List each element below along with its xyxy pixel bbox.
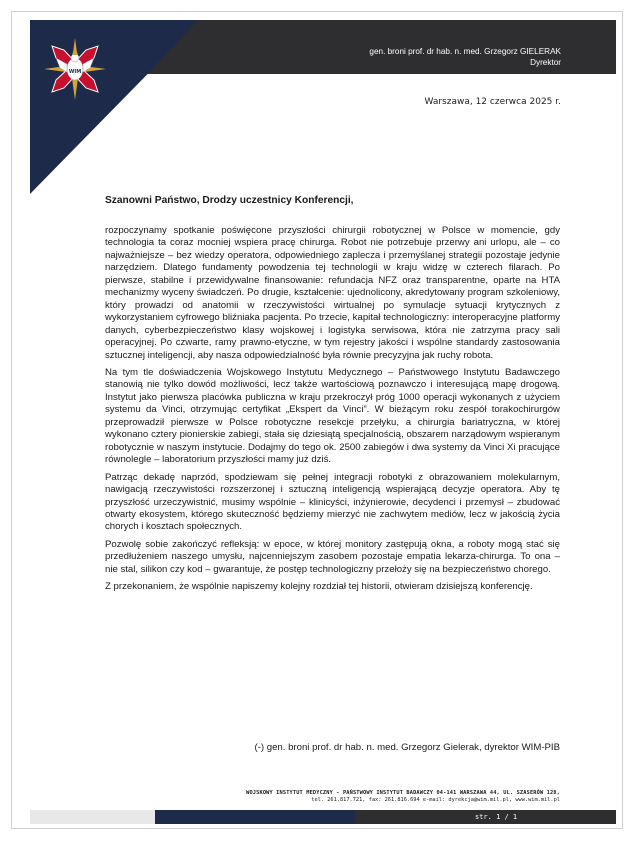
signatory-title: Dyrektor [530, 58, 561, 67]
letter-date: Warszawa, 12 czerwca 2025 r. [424, 97, 561, 107]
paragraph: Pozwolę sobie zakończyć refleksją: w epoce, w której monitory zastępują okna, a roboty mogą stać się przedłużeniem naszego umysłu, najcenniejszym zasobem pozostaje empatia lekarza-chirurga. To ona – nie stal, silikon czy kod – gwarantuje, że postęp technologiczny przełoży się na bezpieczeństwo chorego. [105, 538, 560, 575]
logo-text: WIM [68, 69, 82, 75]
letter-greeting: Szanowni Państwo, Drodzy uczestnicy Konferencji, [105, 195, 354, 206]
footer-contact: tel. 261.817.721, fax: 261.816.694 e-mail: dyrekcja@wim.mil.pl, www.wim.mil.pl [311, 797, 560, 803]
paragraph: Z przekonaniem, że wspólnie napiszemy kolejny rozdział tej historii, otwieram dzisiejszą konferencję. [105, 581, 533, 593]
signature-line: (-) gen. broni prof. dr hab. n. med. Grzegorz Gielerak, dyrektor WIM-PIB [254, 742, 560, 753]
footer-bar-segment [30, 810, 155, 824]
footer-address: WOJSKOWY INSTYTUT MEDYCZNY - PAŃSTWOWY INSTYTUT BADAWCZY 04-141 WARSZAWA 44, UL. SZASERÓW 128, [246, 790, 560, 796]
signatory-name: gen. broni prof. dr hab. n. med. Grzegorz GIELERAK [369, 47, 561, 56]
footer-bar-segment [155, 810, 355, 824]
eagle-cross-emblem-icon [42, 36, 108, 102]
letter-body [105, 225, 560, 599]
signatory-block [369, 46, 561, 68]
page-number: str. 1 / 1 [475, 813, 518, 821]
paragraph: rozpoczynamy spotkanie poświęcone przyszłości chirurgii robotycznej w Polsce w momencie, gdy technologia ta coraz mocniej wspiera pracę chirurga. Robot nie potrzebuje przerwy ani urlopu, ale – co najważniejsze – bez wiedzy operatora, odpowiedniego zaplecza i przemyślanej strategii pozostaje jedynie narzędziem. Dlatego fundamenty powodzenia tej technologii w kraju widzę w czterech filarach. Po pierwsze, stabilne i przewidywalne finansowanie: refundacja NFZ oraz transparentne, oparte na HTA mechanizmy wyceny świadczeń. Po drugie, kształcenie: ujednolicony, akredytowany program szkoleniowy, który prowadzi od anatomii w rzeczywistości wirtualnej po symulacje sytuacji krytycznych z wykorzystaniem cyfrowego bliźniaka pacjenta. Po trzecie, kapitał technologiczny: interoperacyjne platformy danych, cyberbezpieczeństwo klasy wojskowej i logistyka serwisowa, która nie zatrzyma pracy sali operacyjnej. Po czwarte, ramy prawno-etyczne, w tym rejestry jakości i wspólne standardy zastosowania sztucznej inteligencji, aby nasza odpowiedzialność była równie precyzyjna jak ruchy robota. [105, 225, 560, 361]
paragraph: Patrząc dekadę naprzód, spodziewam się pełnej integracji robotyki z obrazowaniem molekularnym, nawigacją rzeczywistości rozszerzonej i sztuczną inteligencją wspierającą decyzje operatora. Aby tę przyszłość urzeczywistnić, musimy wspólnie – klinicyści, inżynierowie, decydenci i przemysł – zbudować otwarty ekosystem, którego skuteczność będziemy mierzyć nie zachwytem mediów, lecz w jakością życia chorych i kosztach społecznych. [105, 471, 560, 533]
paragraph: Na tym tle doświadczenia Wojskowego Instytutu Medycznego – Państwowego Instytutu Badawczego stanowią nie tylko dowód możliwości, lecz także wartościową poznawczo i interesującą mapę drogową. Instytut jako pierwsza placówka publiczna w kraju przekroczył próg 1000 operacji wykonanych z użyciem systemu da Vinci, otrzymując certyfikat „Ekspert da Vinci”. W bieżącym roku zespół torakochirurgów przeprowadził pierwsze w Polsce robotyczne resekcje przełyku, a chirurgia bariatryczna, w której wykonano cztery pionierskie zabiegi, stała się dziesiątą specjalnością, obszarem narządowym wspieranym robotycznie w naszym instytucie. Dodajmy do tego ok. 2500 zabiegów i dwa systemy da Vinci Xi pracujące równolegle – laboratorium przyszłości mamy już dziś. [105, 366, 560, 466]
